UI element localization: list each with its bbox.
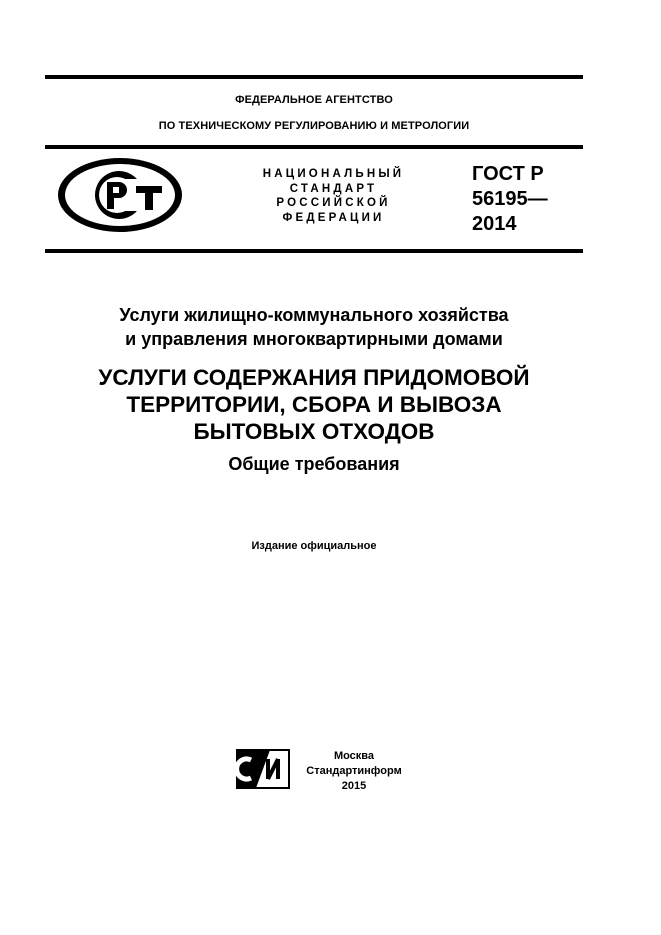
gost-designation-line-2: 56195— [472,188,548,210]
publisher-name: Стандартинформ [306,765,402,777]
national-standard-line-1: НАЦИОНАЛЬНЫЙ [262,168,405,180]
agency-line-2: ПО ТЕХНИЧЕСКОМУ РЕГУЛИРОВАНИЮ И МЕТРОЛОГИИ [158,120,470,132]
publisher-block [302,749,406,794]
publisher-year: 2015 [341,780,367,792]
rst-certification-logo-icon [56,156,186,234]
standartinform-logo-icon [236,749,290,789]
requirements-title: Общие требования [228,454,400,474]
agency-line-1: ФЕДЕРАЛЬНОЕ АГЕНТСТВО [235,94,393,106]
document-subtitle [45,303,583,351]
subtitle-line-2: и управления многоквартирными домами [125,329,503,349]
edition-label: Издание официальное [251,540,377,552]
subtitle-line-1: Услуги жилищно-коммунального хозяйства [119,305,509,325]
header-bottom-rule [45,249,583,253]
header-rule [45,145,583,149]
title-line-3: БЫТОВЫХ ОТХОДОВ [193,419,435,444]
gost-designation [472,162,548,237]
rst-logo-text: РСТ [56,156,58,157]
title-line-2: ТЕРРИТОРИИ, СБОРА И ВЫВОЗА [126,392,502,417]
publisher-city: Москва [333,750,375,762]
title-line-1: УСЛУГИ СОДЕРЖАНИЯ ПРИДОМОВОЙ [98,365,530,390]
top-rule [45,75,583,79]
national-standard-line-2: СТАНДАРТ [289,182,378,195]
gost-designation-line-3: 2014 [472,213,517,235]
document-title [45,364,583,445]
national-standard-block [246,167,421,225]
national-standard-line-3: РОССИЙСКОЙ [276,197,391,209]
gost-designation-line-1: ГОСТ Р [472,163,544,185]
national-standard-line-4: ФЕДЕРАЦИИ [282,211,385,224]
